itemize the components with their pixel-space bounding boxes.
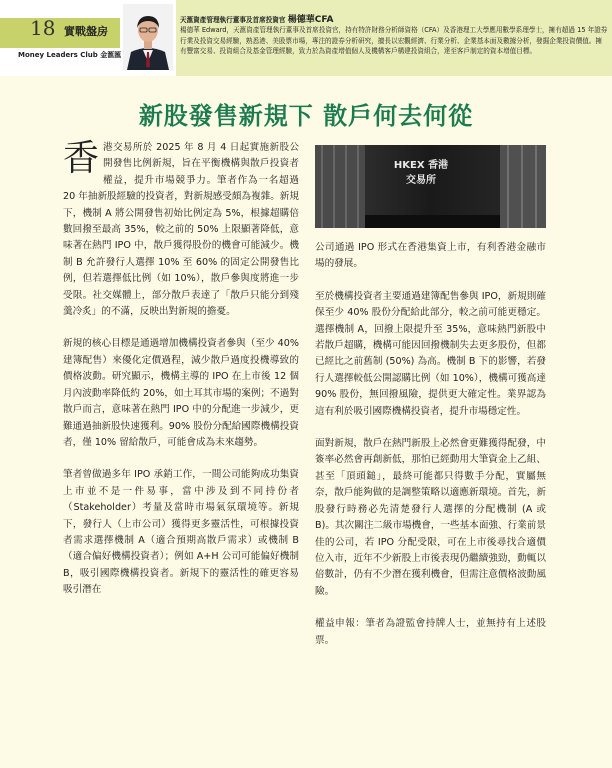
paragraph-3: 筆者曾做過多年 IPO 承銷工作，一間公司能夠成功集資上市並不是一件易事，當中涉及到不同持份者（Stakeholder）考量及當時市場氣氛環境等。新規下，發行人（上市公司）獲得更多靈活性，可根據投資者需求選擇機制 A（適合預期高散戶需求）或機制 B（適合偏好機構投資者）；例如 A+H 公司可能偏好機制 B，吸引國際機構投資者。新規下的靈活性的確更容易吸引潛在: [63, 469, 299, 596]
article-headline: 新股發售新規下 散戶何去何從: [138, 102, 474, 130]
disclosure: 權益申報：筆者為證監會持牌人士，並無持有上述股票。: [315, 618, 546, 646]
photo-sign: HKEX 香港交易所: [393, 160, 449, 186]
paragraph-1: [63, 140, 299, 320]
article-column-right: [315, 240, 546, 665]
author-bio: 楊德華 Edward，天滙資產管理執行董事及首席投資官，持有特許財務分析師資格（CFA）及香港理工大學應用數學系理學士，擁有超過 15 年證券行業及投資交易經驗，熟悉港、美股票市場，專注的證券分析研究，擅長以宏觀經濟、行業分析、企業基本面及數據分析，發掘企業投資價值。擁有豐富交易、投資組合及基金管理經驗，致力於為資產增值個人及機構客戶構建投資組合，達至客戶制定的資本增值目標。: [180, 26, 608, 56]
paragraph-4: 公司通過 IPO 形式在香港集資上市，有利香港金融市場的發展。: [315, 242, 546, 270]
paragraph-1-text: 港交易所於 2025 年 8 月 4 日起實施新股公開發售比例新規，旨在平衡機構與散戶投資者權益，提升市場競爭力。筆者作為一名超過 20 年抽新股經驗的投資者，對新規感受頗為複雜。新規下，機制 A 將公開發售初始比例定為 5%，根據超購倍數回撥至最高 35%，較之前的 50% 上限顯著降低，意味著在熱門 IPO 中，散戶獲得股份的機會可能減少。機制 B 允許發行人選擇 10% 至 60% 的固定公開發售比例，但若選擇低比例（如 10%），散戶參與度將進一步受限。社交媒體上，部分散戶表達了「散戶只能分到殘羹冷炙」的不滿，反映出對新規的擔憂。: [63, 142, 299, 318]
section-title: 實戰盤房: [64, 25, 108, 38]
author-role: 天滙資產管理執行董事及首席投資官: [180, 16, 286, 24]
column-name: Money Leaders Club 金滙匯: [18, 51, 122, 59]
paragraph-5: 至於機構投資者主要通過建簿配售參與 IPO，新規則確保至少 40% 股份分配給此部分，較之前可能更穩定。選擇機制 A，回撥上限提升至 35%，意味熱門新股中若散戶超購，機構可能因回撥機制失去更多股份，但都已經比之前舊制 (50%) 為高。機制 B 下的影響，若發行人選擇較低公開認購比例（如 10%），機構可獲高達 90% 股份，無回撥風險，提供更大確定性。業界認為這有利於吸引國際機構投資者，提升市場穩定性。: [315, 290, 546, 417]
drop-cap: 香: [63, 138, 100, 179]
author-photo: [123, 4, 173, 70]
page-number: 18: [30, 16, 56, 40]
paragraph-2: 新規的核心目標是通過增加機構投資者參與（至少 40% 建簿配售）來優化定價過程，減少散戶過度投機導致的價格波動。研究顯示，機構主導的 IPO 在上市後 12 個月內波動率降低約 20%，如土耳其市場的案例；不過對散戶而言，意味著在熱門 IPO 中的分配進一步減少，更難通過抽新股快速獲利。90% 股份分配給國際機構投資者，僅 10% 留給散戶，可能會成為未來趨勢。: [63, 338, 299, 448]
author-name: 楊德華CFA: [287, 15, 334, 25]
paragraph-6: 面對新規，散戶在熱門新股上必然會更難獲得配發，中簽率必然會再創新低，那怕已經動用大筆資金上乙組、甚至「頂頭鎚」，最終可能都只得數手分配，實屬無奈，散戶能夠做的是調整策略以適應新環境。首先，新股發行時務必先清楚發行人選擇的分配機制 (A 或 B)。其次關注二級市場機會，一些基本面強、行業前景佳的公司，若 IPO 分配受限，可在上市後尋找合適價位入市，近年不少新股上市後表現仍繼續強勁，動輒以倍數計，仍有不少潛在獲利機會，但需注意價格波動風險。: [315, 438, 546, 597]
article-column-left: [63, 140, 299, 615]
author-title: [180, 12, 333, 25]
